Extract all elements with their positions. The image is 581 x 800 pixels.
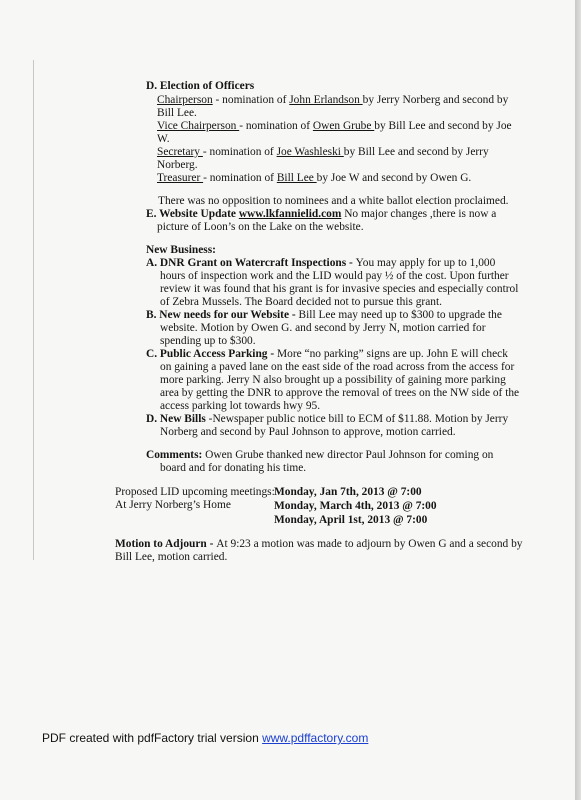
item-c-line-5: access parking lot towards hwy 95. bbox=[160, 400, 321, 412]
website-link[interactable]: www.lkfannielid.com bbox=[238, 208, 342, 220]
margin-line bbox=[33, 60, 34, 560]
election-heading: D. Election of Officers bbox=[146, 80, 255, 92]
meeting-date-3: Monday, April 1st, 2013 @ 7:00 bbox=[274, 514, 428, 526]
comments-line-1: Comments: Owen Grube thanked new director Paul Johnson for coming on bbox=[146, 449, 494, 461]
meetings-label-2: At Jerry Norberg’s Home bbox=[115, 499, 231, 511]
item-b-line-1: B. New needs for our Website - Bill Lee may need up to $300 to upgrade the bbox=[146, 309, 502, 321]
adjourn-line-1: Motion to Adjourn - At 9:23 a motion was made to adjourn by Owen G and a second by bbox=[115, 538, 523, 550]
item-c-line-4: area by getting the DNR to approve the removal of trees on the NW side of the bbox=[160, 387, 520, 399]
pdffactory-link[interactable]: www.pdffactory.com bbox=[262, 731, 369, 745]
item-d-line-1: D. New Bills -Newspaper public notice bill to ECM of $11.88. Motion by Jerry bbox=[146, 413, 509, 425]
vice-chair-line: Vice Chairperson - nomination of Owen Grube by Bill Lee and second by Joe bbox=[157, 120, 512, 132]
secretary-line-cont: Norberg. bbox=[157, 159, 198, 171]
treasurer-line: Treasurer - nomination of Bill Lee by Joe W and second by Owen G. bbox=[157, 172, 472, 184]
website-update-line: E. Website Update www.lkfannielid.com No major changes ,there is now a bbox=[146, 208, 497, 220]
item-c-line-2: on gaining a paved lane on the east side of the road across from the access for bbox=[160, 361, 515, 373]
item-b-line-2: website. Motion by Owen G. and second by Jerry N, motion carried for bbox=[160, 322, 486, 334]
meeting-date-2: Monday, March 4th, 2013 @ 7:00 bbox=[274, 500, 437, 512]
opposition-line: There was no opposition to nominees and a white ballot election proclaimed. bbox=[158, 195, 509, 207]
meetings-label-1: Proposed LID upcoming meetings: bbox=[115, 486, 275, 498]
item-a-line-1: A. DNR Grant on Watercraft Inspections - You may apply for up to 1,000 bbox=[146, 257, 496, 269]
chairperson-line: Chairperson - nomination of John Erlandson by Jerry Norberg and second by bbox=[157, 94, 509, 106]
item-a-line-3: review it was found that his grant is for invasive species and especially control bbox=[160, 283, 519, 295]
chairperson-line-cont: Bill Lee. bbox=[157, 107, 197, 119]
meeting-date-1: Monday, Jan 7th, 2013 @ 7:00 bbox=[274, 486, 422, 498]
vice-chair-line-cont: W. bbox=[157, 133, 170, 145]
secretary-line: Secretary - nomination of Joe Washleski by Bill Lee and second by Jerry bbox=[157, 146, 489, 158]
website-update-line-cont: picture of Loon’s on the Lake on the website. bbox=[157, 221, 364, 233]
item-a-line-2: hours of inspection work and the LID would pay ½ of the cost. Upon further bbox=[160, 270, 509, 282]
item-d-line-2: Norberg and second by Paul Johnson to approve, motion carried. bbox=[160, 426, 456, 438]
comments-line-2: board and for donating his time. bbox=[160, 462, 307, 474]
new-business-heading: New Business: bbox=[146, 244, 216, 256]
adjourn-line-2: Bill Lee, motion carried. bbox=[115, 551, 228, 563]
pdf-footer: PDF created with pdfFactory trial version www.pdffactory.com bbox=[42, 731, 369, 745]
page-edge bbox=[575, 0, 581, 800]
item-a-line-4: of Zebra Mussels. The Board decided not to pursue this grant. bbox=[160, 296, 442, 308]
item-c-line-3: more parking. Jerry N also brought up a possibility of gaining more parking bbox=[160, 374, 506, 386]
item-b-line-3: spending up to $300. bbox=[160, 335, 256, 347]
item-c-line-1: C. Public Access Parking - More “no parking” signs are up. John E will check bbox=[146, 348, 508, 360]
